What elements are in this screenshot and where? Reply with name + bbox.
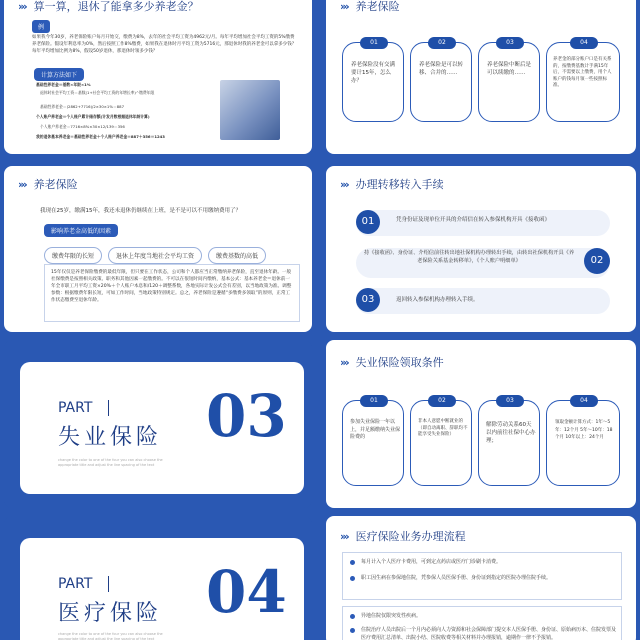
card-text: 养老金的部分账户口是有关系的，按缴费基数计手满15年后，不需要以上缴费，用个人账户的钱每月领一些按照标准。 — [553, 57, 612, 88]
bullet-icon — [350, 628, 355, 633]
info-card — [478, 39, 540, 122]
condition-card — [410, 397, 472, 486]
formula-line: 退休时社会平均工资＝基数(1+社会平均工资的年增长率)^缴费年限 — [40, 90, 155, 95]
chevron-icon: ››› — [340, 355, 348, 369]
slide-transfer — [326, 166, 636, 332]
slide-header — [18, 176, 78, 192]
part-divider — [108, 400, 109, 416]
card-number: 04 — [570, 395, 598, 407]
chevron-icon: ››› — [340, 0, 348, 13]
process-item-text: 职工因生病在参保地住院，凭参保人员医保手册、身份证到指定的医院办理住院手续。 — [361, 575, 552, 581]
step-text: 凭身份证及现单位开具的介绍信在转入参保机构开具《接收函》 — [396, 217, 551, 223]
card-number: 01 — [360, 37, 388, 49]
slide-title: 医疗保险业务办理流程 — [355, 530, 466, 543]
process-item-text: 住院治疗人员出院后一个月内必须向人力资源和社会保障部门提交本人医保手册、身份证、原始病历本、住院发票及医疗费用汇总清单、出院小结、医院收费等相关材料并办理报销，逾期作一律不予报销。 — [361, 627, 617, 640]
slide-title: 失业保险领取条件 — [355, 356, 444, 369]
formula-line: 基础性养老金＝(2862+7716)/2×30×1%＝887 — [40, 104, 125, 109]
method-pill: 计算方法如下 — [34, 68, 84, 81]
condition-card — [478, 397, 540, 486]
info-card — [546, 39, 620, 122]
part-label: PART — [58, 400, 93, 416]
part-card — [20, 362, 304, 494]
condition-card — [546, 397, 620, 486]
slide-pension-calc — [4, 0, 312, 154]
intro-text: 如果我今年30岁，养老保险账户每月开始交，缴费为8%，去年的社会平均工资为4962元/月。每年平均增加社会平均工资的5%缴费养老保险。假设年利息率为0%，然后按照工作8%缴费，如果我在退休时月平均工资为5716元，那退休时我的养老金可以拿多少钱？每年平均增加比例为8%，假设50岁退休，那退休时领多少钱？ — [32, 35, 297, 54]
slide-unemployment — [326, 340, 636, 508]
formula-line: 基础性养老金＝基数×年限×1% — [36, 82, 91, 87]
part-title: 失业保险 — [58, 425, 163, 450]
step-text: 返回转入参保机构办理转入手续。 — [396, 297, 479, 303]
slide-part-03 — [4, 340, 312, 508]
card-text: 参加失业保险一年以上，并足额缴纳失业保险费的 — [350, 419, 401, 440]
slide-title: 养老保险 — [355, 0, 400, 13]
slide-header — [18, 0, 199, 14]
part-label: PART — [58, 576, 93, 592]
chevron-icon: ››› — [340, 529, 348, 543]
chevron-icon: ››› — [340, 177, 348, 191]
explanation-text: 15年仅仅是养老保险缴费的最低年限，但只要在工作状态，公司和个人都应当正常缴纳养老保险，直至退休年龄。一般社保缴费是按照相关政策、职务和其他因素一起缴费的。不可以在很短时间内缴纳，基本公式：基本养老金＝退休前一年全市职工月平均工资×20%＋个人账户本息和/120＋调整系数，各地实际计发公式会有差别，以当地政策为准。调整参数：根据缴费年限长短，可如工作时间，当地政策特别规定。总之，养老保险是遵循“多缴费多领取”的原则，正常工作状态缴费至退休年龄。 — [51, 270, 292, 303]
example-tag: 例 — [32, 20, 50, 33]
slide-pension-cards — [326, 0, 636, 154]
slide-title: 算一算，退休了能拿多少养老金？ — [33, 0, 199, 13]
slide-title: 养老保险 — [33, 178, 78, 191]
office-photo — [220, 80, 280, 140]
card-text: 养老保险没有交满要计15年，怎么办？ — [351, 62, 396, 84]
factor-tag: 缴费年限的长短 — [44, 247, 102, 264]
card-text: 非本人意愿中断就业的（即自动离职、辞职均不能享受失业保险） — [418, 419, 468, 437]
factor-tag: 缴费基数的高低 — [208, 247, 266, 264]
factor-tag: 退休上年度当地社会平均工资 — [108, 247, 202, 264]
bullet-icon — [350, 614, 355, 619]
card-number: 02 — [428, 395, 456, 407]
card-text: 解除劳动关系60天以内前往社保中心办理； — [486, 422, 536, 444]
part-subtitle: change the color to one of the four you can also choose the appropriate title and adjust the line spacing of the text — [58, 632, 163, 640]
chevron-icon: ››› — [18, 0, 26, 13]
formula-line: 个人账户养老金＝个人账户累计储存额(计发月数根据退休年龄计算) — [36, 114, 150, 119]
card-number: 01 — [360, 395, 388, 407]
condition-card — [342, 397, 404, 486]
slide-header — [340, 0, 400, 14]
card-number: 03 — [496, 395, 524, 407]
slide-header — [340, 176, 444, 192]
slide-header — [340, 354, 444, 370]
part-divider — [108, 576, 109, 592]
card-number: 02 — [428, 37, 456, 49]
formula-line: 个人账户养老金＝7716×8%×30×12/139＝356 — [40, 124, 125, 129]
process-item — [350, 626, 616, 640]
process-item-text: 异地住院仅限突发性疾病。 — [361, 613, 422, 619]
part-title: 医疗保险 — [58, 601, 163, 626]
factor-pill: 影响养老金高低的因素 — [44, 224, 118, 237]
question-text: 我现在25岁，缴满15年，我还未退休仍继续在上班，是不是可以不用缴纳费用了？ — [40, 208, 241, 214]
process-item — [350, 558, 622, 566]
card-text: 领取金额计算方式：1年～5年：12个月 5年～10年：18个月 10年以上：24个月 — [555, 420, 613, 440]
part-card — [20, 538, 304, 640]
slide-part-04 — [4, 516, 312, 640]
step-number: 02 — [584, 248, 610, 274]
part-number: 04 — [206, 558, 287, 626]
part-subtitle: change the color to one of the four you can also choose the appropriate title and adjust the line spacing of the text — [58, 458, 163, 467]
slide-pension-factors — [4, 166, 312, 332]
slide-header — [340, 528, 466, 544]
process-item — [350, 574, 622, 582]
chevron-icon: ››› — [18, 177, 26, 191]
slide-medical-process — [326, 516, 636, 640]
formula-line: 我的退休基本养老金＝基础性养老金＋个人账户养老金＝887＋356＝1243 — [36, 134, 165, 139]
factor-tags — [44, 243, 272, 264]
step-text: 持《接收函》、身份证、介绍信前往转出地社保机构办理转出手续，由转出社保机构开具《养老保险关系基金转移单》，《个人账户明细单》 — [363, 250, 575, 264]
card-number: 03 — [496, 37, 524, 49]
process-item — [350, 612, 622, 620]
bullet-icon — [350, 576, 355, 581]
card-text: 养老保险是可以转移、合并的…… — [419, 62, 464, 76]
card-number: 04 — [570, 37, 598, 49]
bullet-icon — [350, 560, 355, 565]
part-number: 03 — [206, 382, 287, 450]
card-text: 养老保险中断后是可以续缴的…… — [487, 62, 532, 76]
step-number: 01 — [356, 210, 380, 234]
process-item-text: 每月计入个人医疗卡费用，可到定点药店或医疗门诊刷卡消费。 — [361, 559, 502, 565]
step-number: 03 — [356, 288, 380, 312]
info-card — [410, 39, 472, 122]
slide-title: 办理转移转入手续 — [355, 178, 444, 191]
explanation-box — [44, 264, 300, 322]
info-card — [342, 39, 404, 122]
